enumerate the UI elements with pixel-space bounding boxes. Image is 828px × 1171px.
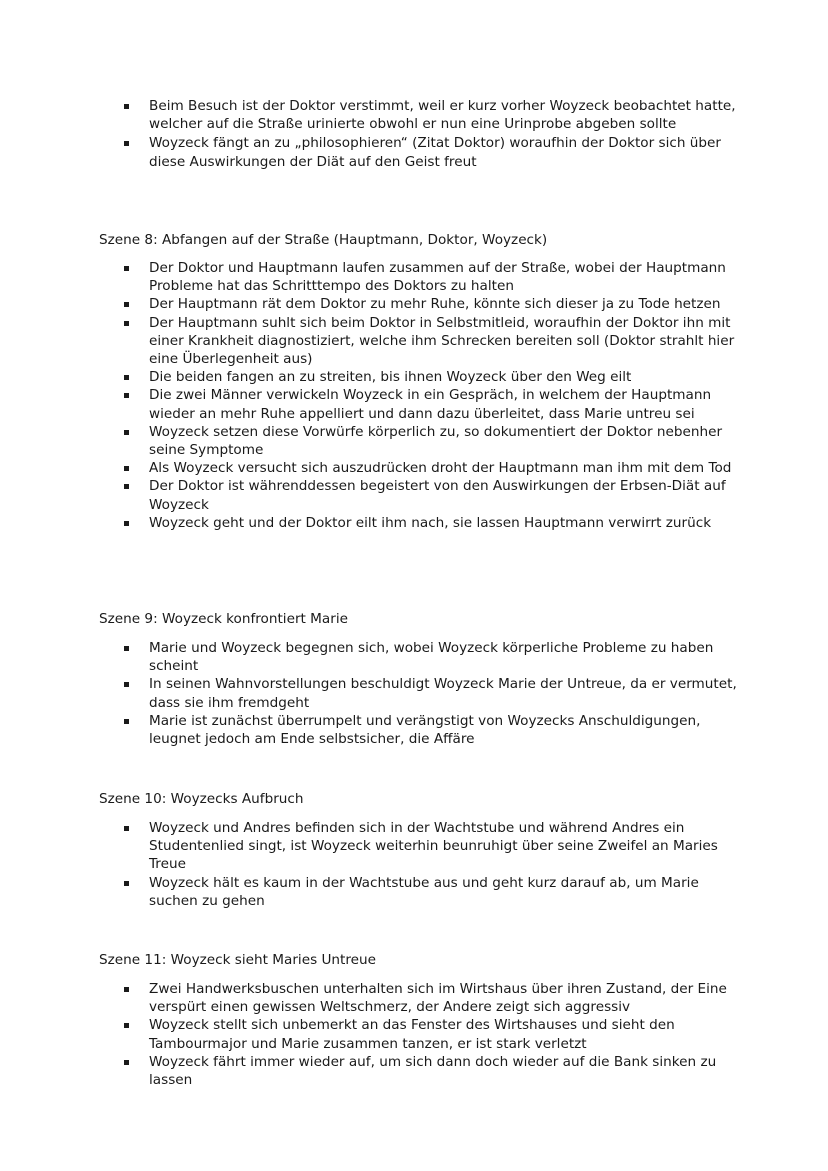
bullet-icon [124,881,129,886]
intro-bullet-list [0,97,828,171]
list-item [0,423,828,459]
list-item [0,1016,828,1052]
list-item-text: Beim Besuch ist der Doktor verstimmt, weil er kurz vorher Woyzeck beobachtet hatte, welcher auf die Straße urinierte obwohl er nun eine Urinprobe abgeben sollte [149,98,736,133]
list-item-text: Woyzeck fängt an zu „philosophieren“ (Zitat Doktor) woraufhin der Doktor sich über diese Auswirkungen der Diät auf den Geist freut [149,135,721,170]
list-item [0,874,828,910]
scene-bullet-list [0,819,828,910]
list-item [0,1053,828,1089]
bullet-icon [124,375,129,380]
scene-heading: Szene 9: Woyzeck konfrontiert Marie [99,611,348,627]
scene-heading: Szene 10: Woyzecks Aufbruch [99,791,304,807]
list-item-text: Der Hauptmann rät dem Doktor zu mehr Ruhe, könnte sich dieser ja zu Tode hetzen [149,296,721,313]
bullet-icon [124,646,129,651]
bullet-icon [124,104,129,109]
scene-heading: Szene 8: Abfangen auf der Straße (Hauptmann, Doktor, Woyzeck) [99,232,548,248]
list-item-text: Der Doktor ist währenddessen begeistert von den Auswirkungen der Erbsen-Diät auf Woyzeck [149,478,726,513]
list-item-text: In seinen Wahnvorstellungen beschuldigt Woyzeck Marie der Untreue, da er vermutet, dass sie ihm fremdgeht [149,676,737,711]
list-item-text: Woyzeck setzen diese Vorwürfe körperlich zu, so dokumentiert der Doktor nebenher seine Symptome [149,423,723,459]
bullet-icon [124,987,129,992]
list-item-text: Woyzeck fährt immer wieder auf, um sich dann doch wieder auf die Bank sinken zu lassen [149,1053,717,1089]
list-item [0,712,828,748]
bullet-icon [124,1023,129,1028]
bullet-icon [124,1060,129,1065]
bullet-icon [124,466,129,471]
bullet-icon [124,826,129,831]
list-item [0,259,828,295]
bullet-icon [124,321,129,326]
scene-bullet-list [0,259,828,532]
list-item-text: Die zwei Männer verwickeln Woyzeck in ein Gespräch, in welchem der Hauptmann wieder an mehr Ruhe appelliert und dann dazu überleitet, dass Marie untreu sei [149,387,712,422]
list-item [0,514,828,532]
list-item-text: Der Doktor und Hauptmann laufen zusammen auf der Straße, wobei der Hauptmann Probleme hat das Schritttempo des Doktors zu halten [149,260,726,295]
bullet-icon [124,484,129,489]
list-item [0,386,828,422]
scene-bullet-list [0,639,828,748]
list-item [0,295,828,313]
list-item [0,980,828,1016]
bullet-icon [124,302,129,307]
list-item-text: Die beiden fangen an zu streiten, bis ihnen Woyzeck über den Weg eilt [149,369,632,386]
list-item [0,459,828,477]
list-item-text: Woyzeck geht und der Doktor eilt ihm nach, sie lassen Hauptmann verwirrt zurück [149,514,712,531]
bullet-icon [124,719,129,724]
list-item-text: Woyzeck und Andres befinden sich in der Wachtstube und während Andres ein Studentenlied singt, ist Woyzeck weiterhin beunruhigt über seine Zweifel an Maries Treue [149,820,718,873]
list-item-text: Als Woyzeck versucht sich auszudrücken droht der Hauptmann man ihm mit dem Tod [149,460,732,477]
bullet-icon [124,266,129,271]
scene-heading: Szene 11: Woyzeck sieht Maries Untreue [99,952,377,968]
list-item [0,97,828,133]
scene-bullet-list [0,980,828,1089]
bullet-icon [124,430,129,435]
bullet-icon [124,141,129,146]
bullet-icon [124,682,129,687]
list-item-text: Marie und Woyzeck begegnen sich, wobei Woyzeck körperliche Probleme zu haben scheint [149,640,714,675]
list-item-text: Woyzeck stellt sich unbemerkt an das Fenster des Wirtshauses und sieht den Tambourmajor und Marie zusammen tanzen, er ist stark verletzt [149,1017,675,1052]
list-item-text: Woyzeck hält es kaum in der Wachtstube aus und geht kurz darauf ab, um Marie suchen zu gehen [149,874,699,909]
list-item [0,639,828,675]
list-item [0,314,828,369]
list-item-text: Der Hauptmann suhlt sich beim Doktor in Selbstmitleid, woraufhin der Doktor ihn mit einer Krankheit diagnostiziert, welche ihm Schrecken bereiten soll (Doktor strahlt hier eine Überlegenheit aus) [149,314,735,368]
list-item [0,134,828,170]
bullet-icon [124,521,129,526]
list-item-text: Marie ist zunächst überrumpelt und verängstigt von Woyzecks Anschuldigungen, leugnet jedoch am Ende selbstsicher, die Affäre [149,712,701,748]
list-item [0,675,828,711]
list-item [0,819,828,874]
list-item-text: Zwei Handwerksbuschen unterhalten sich im Wirtshaus über ihren Zustand, der Eine verspürt einen gewissen Weltschmerz, der Andere zeigt sich aggressiv [149,981,727,1016]
bullet-icon [124,393,129,398]
list-item [0,368,828,386]
list-item [0,477,828,513]
